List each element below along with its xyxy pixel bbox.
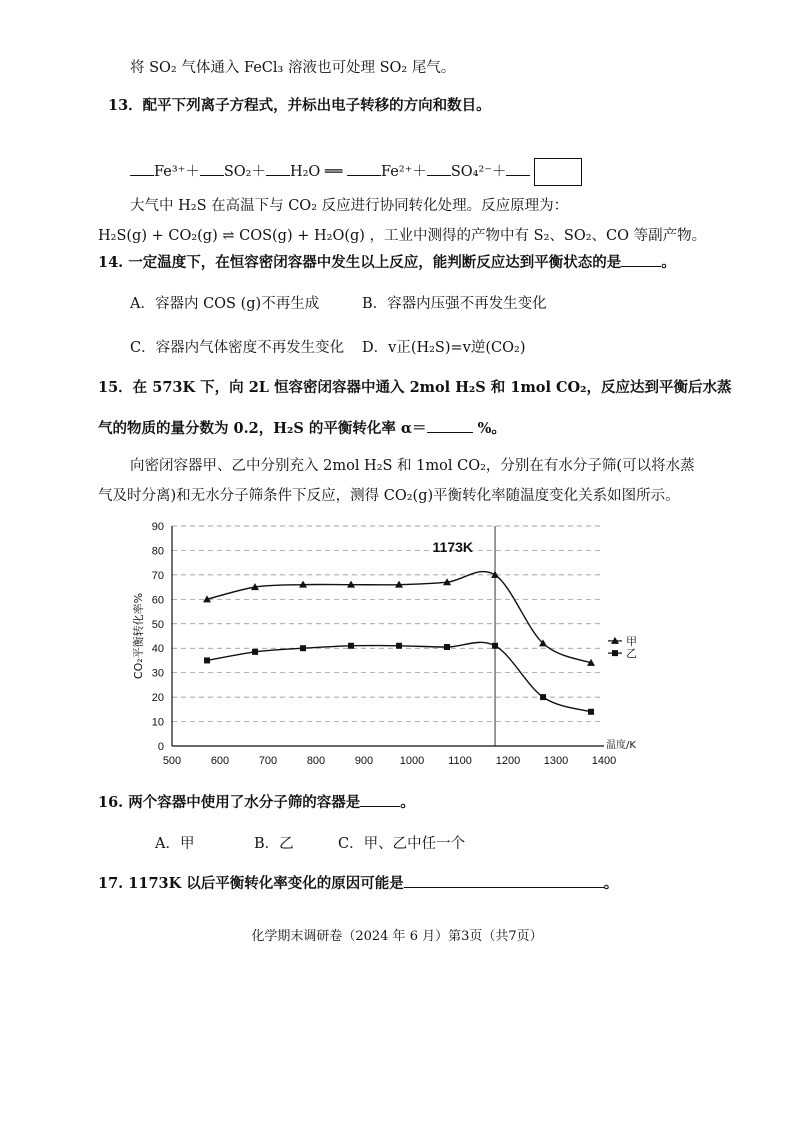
legend-marker — [612, 650, 618, 656]
y-tick-label: 0 — [157, 741, 164, 753]
y-tick-label: 70 — [151, 569, 164, 582]
q14-option-b[interactable]: B．容器内压强不再发生变化 — [362, 296, 547, 312]
chart-axes — [172, 526, 604, 746]
answer-blank[interactable] — [427, 161, 451, 176]
intro-line-2: H₂S(g) + CO₂(g) ⇌ COS(g) + H₂O(g) ，工业中测得的产物中有 S₂、SO₂、CO 等副产物。 — [98, 228, 707, 244]
answer-blank[interactable] — [347, 161, 381, 176]
q16-text: 16. 两个容器中使用了水分子筛的容器是 — [98, 794, 361, 811]
x-tick-label: 1200 — [495, 755, 521, 767]
q15-end: %。 — [472, 420, 506, 437]
x-tick-label: 600 — [210, 755, 230, 767]
intro2-line-2: 气及时分离)和无水分子筛条件下反应，测得 CO₂(g)平衡转化率随温度变化关系如图所示。 — [98, 488, 680, 504]
x-tick-label: 1000 — [399, 755, 425, 767]
data-point-yi — [444, 644, 450, 650]
y-tick-label: 90 — [151, 521, 164, 533]
q17-text: 17. 1173K 以后平衡转化率变化的原因可能是 — [98, 875, 404, 892]
legend-label-jia: 甲 — [626, 634, 637, 648]
answer-blank[interactable] — [130, 161, 154, 176]
eq-h2o: H₂O ══ — [289, 164, 343, 180]
y-axis-label: CO₂平衡转化率% — [132, 592, 145, 680]
data-point-yi — [348, 643, 354, 649]
q17-end: 。 — [603, 875, 619, 892]
chart-series — [203, 571, 637, 715]
chart-labels — [152, 521, 616, 767]
y-tick-label: 50 — [151, 618, 164, 631]
q16-option-c[interactable]: C．甲、乙中任一个 — [338, 836, 466, 852]
data-point-yi — [204, 657, 210, 663]
q16-end: 。 — [400, 794, 415, 811]
question-13-label: 13．配平下列离子方程式，并标出电子转移的方向和数目。 — [108, 97, 491, 114]
legend-label-yi: 乙 — [626, 647, 637, 661]
chart-grid — [172, 526, 604, 746]
answer-blank[interactable] — [427, 418, 473, 433]
data-point-jia — [491, 571, 499, 578]
eq-so2: SO₂＋ — [223, 164, 266, 180]
x-tick-label: 1400 — [591, 755, 617, 767]
question-14-label — [98, 252, 676, 273]
data-point-yi — [252, 649, 258, 655]
x-tick-label: 1100 — [448, 755, 472, 767]
q14-end: 。 — [661, 254, 676, 271]
intro2-line-1: 向密闭容器甲、乙中分别充入 2mol H₂S 和 1mol CO₂，分别在有水分子筛(可以将水蒸 — [130, 458, 695, 474]
conversion-chart — [130, 518, 650, 780]
answer-blank[interactable] — [266, 161, 290, 176]
eq-fe2: Fe²⁺＋ — [381, 164, 427, 180]
q13-equation — [130, 158, 582, 186]
data-point-yi — [396, 643, 402, 649]
answer-blank[interactable] — [506, 161, 530, 176]
data-point-yi — [300, 645, 306, 651]
y-tick-label: 40 — [151, 643, 164, 656]
answer-box[interactable] — [534, 158, 582, 186]
eq-so4: SO₄²⁻＋ — [450, 164, 507, 180]
q14-option-a[interactable]: A．容器内 COS (g)不再生成 — [130, 296, 320, 312]
intro-line-1: 大气中 H₂S 在高温下与 CO₂ 反应进行协同转化处理。反应原理为： — [130, 198, 569, 214]
annotation-1173k: 1173K — [432, 539, 474, 555]
top-text: 将 SO₂ 气体通入 FeCl₃ 溶液也可处理 SO₂ 尾气。 — [130, 60, 456, 76]
question-16-label — [98, 792, 415, 813]
y-tick-label: 80 — [151, 545, 164, 558]
y-tick-label: 30 — [151, 667, 164, 680]
question-17-label — [98, 873, 618, 894]
q14-option-d[interactable]: D．v正(H₂S)=v逆(CO₂) — [362, 340, 526, 356]
y-tick-label: 10 — [151, 716, 164, 729]
x-tick-label: 800 — [306, 755, 326, 767]
q16-option-b[interactable]: B．乙 — [254, 836, 294, 852]
x-tick-label: 900 — [354, 755, 374, 767]
answer-blank[interactable] — [360, 792, 400, 807]
question-15-line-2 — [98, 418, 506, 439]
data-point-yi — [492, 643, 498, 649]
data-point-yi — [588, 709, 594, 715]
x-tick-label: 1300 — [543, 755, 569, 767]
eq-fe3: Fe³⁺＋ — [154, 164, 200, 180]
data-point-yi — [540, 694, 546, 700]
series-line-yi — [207, 642, 591, 711]
page-footer: 化学期末调研卷（2024 年 6 月）第3页（共7页） — [251, 929, 543, 944]
y-tick-label: 20 — [151, 692, 164, 705]
q14-text: 14. 一定温度下，在恒容密闭容器中发生以上反应，能判断反应达到平衡状态的是 — [98, 254, 622, 271]
q15-text: 气的物质的量分数为 0.2，H₂S 的平衡转化率 α＝ — [98, 420, 427, 437]
q14-option-c[interactable]: C．容器内气体密度不再发生变化 — [130, 340, 345, 356]
answer-blank[interactable] — [200, 161, 224, 176]
x-axis-label: 温度/K — [606, 740, 636, 751]
answer-blank[interactable] — [404, 873, 604, 888]
answer-blank[interactable] — [621, 252, 661, 267]
y-tick-label: 60 — [151, 594, 164, 607]
x-tick-label: 700 — [258, 755, 278, 767]
x-tick-label: 500 — [162, 755, 182, 767]
q16-option-a[interactable]: A．甲 — [155, 836, 195, 852]
question-15-line-1: 15．在 573K 下，向 2L 恒容密闭容器中通入 2mol H₂S 和 1mol CO₂，反应达到平衡后水蒸 — [98, 379, 732, 396]
